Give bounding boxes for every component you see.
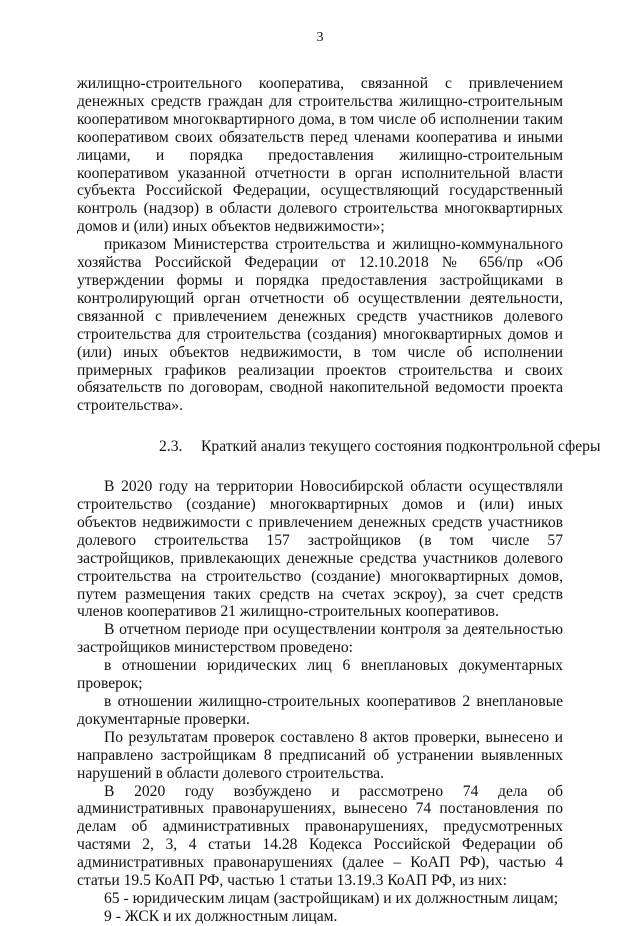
section-title: Краткий анализ текущего состояния подконтрольной сферы: [201, 438, 601, 456]
document-body: [77, 75, 601, 926]
paragraph: в отношении юридических лиц 6 внеплановых документарных проверок;: [77, 657, 563, 693]
section-heading: [77, 438, 601, 456]
paragraph: в отношении жилищно-строительных кооперативов 2 внеплановые документарные проверки.: [77, 693, 563, 728]
paragraph: 9 - ЖСК и их должностным лицам.: [104, 907, 338, 925]
paragraph: В отчетном периоде при осуществлении контроля за деятельностью застройщиков министерством проведено:: [77, 621, 563, 657]
paragraph: По результатам проверок составлено 8 актов проверки, вынесено и направлено застройщикам 8 предписаний об устранении выявленных нарушений в области долевого строительства.: [77, 728, 563, 782]
paragraph: В 2020 году на территории Новосибирской области осуществляли строительство (создание) многоквартирных домов и (или) иных объектов недвижимости с привлечением денежных средств участников долевого строительства 157 застройщиков (в том числе 57 застройщиков, привлекающих денежные средства участников долевого строительства на строительство (создание) многоквартирных домов, путем размещения таких средств на счетах эскроу), за счет средств членов кооперативов 21 жилищно-строительных кооперативов.: [77, 478, 563, 621]
section-number: 2.3.: [159, 438, 183, 456]
paragraph: В 2020 году возбуждено и рассмотрено 74 дела об административных правонарушениях, вынесено 74 постановления по делам об административных правонарушениях, предусмотренных частями 2, 3, 4 статьи 14.28 Кодекса Российской Федерации об административных правонарушениях (далее – КоАП РФ), частью 4 статьи 19.5 КоАП РФ, частью 1 статьи 13.19.3 КоАП РФ, из них:: [77, 782, 563, 890]
paragraph: приказом Министерства строительства и жилищно-коммунального хозяйства Российской Федерации от 12.10.2018 № 656/пр «Об утверждении формы и порядка предоставления застройщиками в контролирующий орган отчетности об осуществлении деятельности, связанной с привлечением денежных средств участников долевого строительства для строительства (создания) многоквартирных домов и (или) иных объектов недвижимости, в том числе об исполнении примерных графиков реализации проектов строительства и своих обязательств по договорам, сводной накопительной ведомости проекта строительства».: [77, 236, 563, 415]
paragraph: жилищно-строительного кооператива, связанной с привлечением денежных средств граждан для строительства жилищно-строительным кооперативом многоквартирного дома, в том числе об исполнении таким кооперативом своих обязательств перед членами кооператива и иными лицами, и порядка предоставления жилищно-строительным кооперативом указанной отчетности в орган исполнительной власти субъекта Российской Федерации, осуществляющий государственный контроль (надзор) в области долевого строительства многоквартирных домов и (или) иных объектов недвижимости»;: [77, 75, 563, 236]
paragraph: 65 - юридическим лицам (застройщикам) и их должностным лицам;: [104, 889, 559, 907]
page-number: 3: [316, 30, 324, 45]
